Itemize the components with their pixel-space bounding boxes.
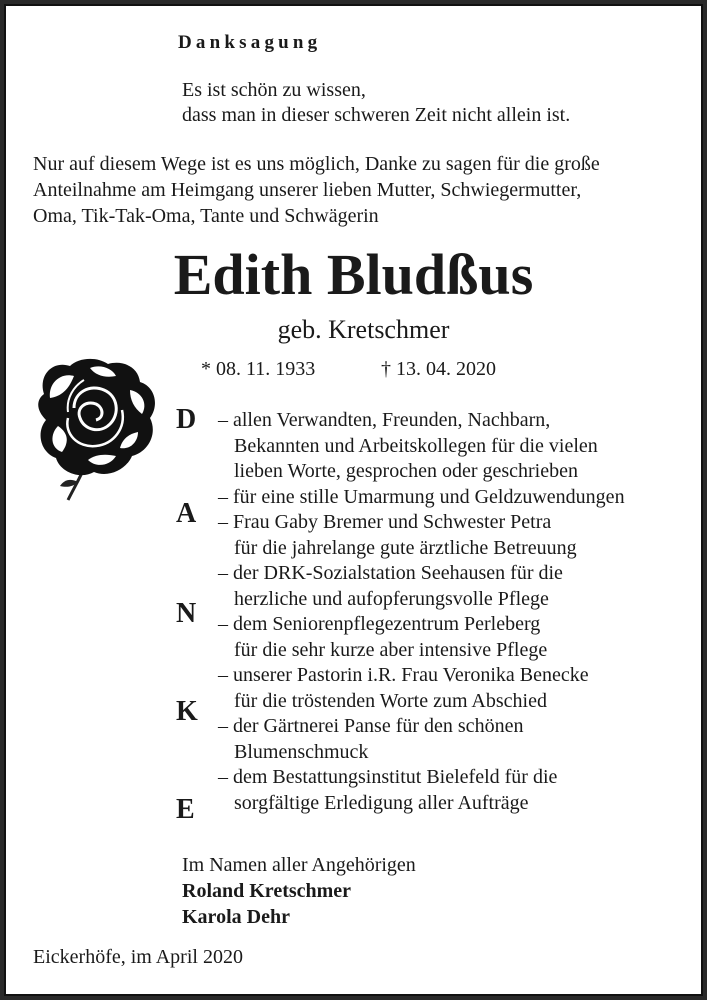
thanks-line: lieben Worte, gesprochen oder geschrieben <box>234 460 578 482</box>
thanks-list <box>218 408 625 816</box>
thanks-line: – unserer Pastorin i.R. Frau Veronika Benecke <box>218 664 589 686</box>
quote-line-1: Es ist schön zu wissen, <box>182 79 366 101</box>
quote <box>182 78 570 128</box>
thanks-line: – Frau Gaby Bremer und Schwester Petra <box>218 511 552 533</box>
heading: Danksagung <box>178 32 322 53</box>
place-date: Eickerhöfe, im April 2020 <box>33 946 243 968</box>
danke-letter-n: N <box>176 598 197 629</box>
danke-letter-d: D <box>176 404 197 435</box>
obituary-notice <box>4 4 703 996</box>
thanks-line: – für eine stille Umarmung und Geldzuwendungen <box>218 485 625 508</box>
signature-intro: Im Namen aller Angehörigen <box>182 854 416 876</box>
signature-block <box>182 852 416 930</box>
quote-line-2: dass man in dieser schweren Zeit nicht allein ist. <box>182 104 571 126</box>
maiden-name: geb. Kretschmer <box>277 315 450 344</box>
intro-line-2: Anteilnahme am Heimgang unserer lieben Mutter, Schwiegermutter, <box>33 179 582 201</box>
thanks-line: – der Gärtnerei Panse für den schönen <box>218 715 524 737</box>
danke-letter-a: A <box>176 498 197 529</box>
thanks-line: sorgfältige Erledigung aller Aufträge <box>234 791 529 814</box>
rose-icon <box>34 356 162 502</box>
thanks-line: Blumenschmuck <box>234 740 369 763</box>
signature-name-1: Roland Kretschmer <box>182 880 352 902</box>
intro-line-3: Oma, Tik-Tak-Oma, Tante und Schwägerin <box>33 205 379 227</box>
deceased-name: Edith Bludßus <box>173 242 534 307</box>
death-date: † 13. 04. 2020 <box>381 358 496 380</box>
thanks-line: für die jahrelange gute ärztliche Betreuung <box>234 536 577 559</box>
thanks-line: – der DRK-Sozialstation Seehausen für die <box>218 562 563 584</box>
thanks-line: – dem Bestattungsinstitut Bielefeld für die <box>218 766 558 788</box>
thanks-line: für die sehr kurze aber intensive Pflege <box>234 638 548 661</box>
thanks-line: – dem Seniorenpflegezentrum Perleberg <box>218 613 541 635</box>
birth-date: * 08. 11. 1933 <box>201 358 316 380</box>
danke-letter-k: K <box>176 696 198 727</box>
thanks-line: herzliche und aufopferungsvolle Pflege <box>234 587 549 610</box>
thanks-line: – allen Verwandten, Freunden, Nachbarn, <box>218 409 551 431</box>
intro-text <box>33 151 600 229</box>
signature-name-2: Karola Dehr <box>182 906 290 928</box>
intro-line-1: Nur auf diesem Wege ist es uns möglich, Danke zu sagen für die große <box>33 153 600 175</box>
thanks-line: für die tröstenden Worte zum Abschied <box>234 689 547 712</box>
thanks-line: Bekannten und Arbeitskollegen für die vielen <box>234 434 598 457</box>
danke-letter-e: E <box>176 794 195 825</box>
